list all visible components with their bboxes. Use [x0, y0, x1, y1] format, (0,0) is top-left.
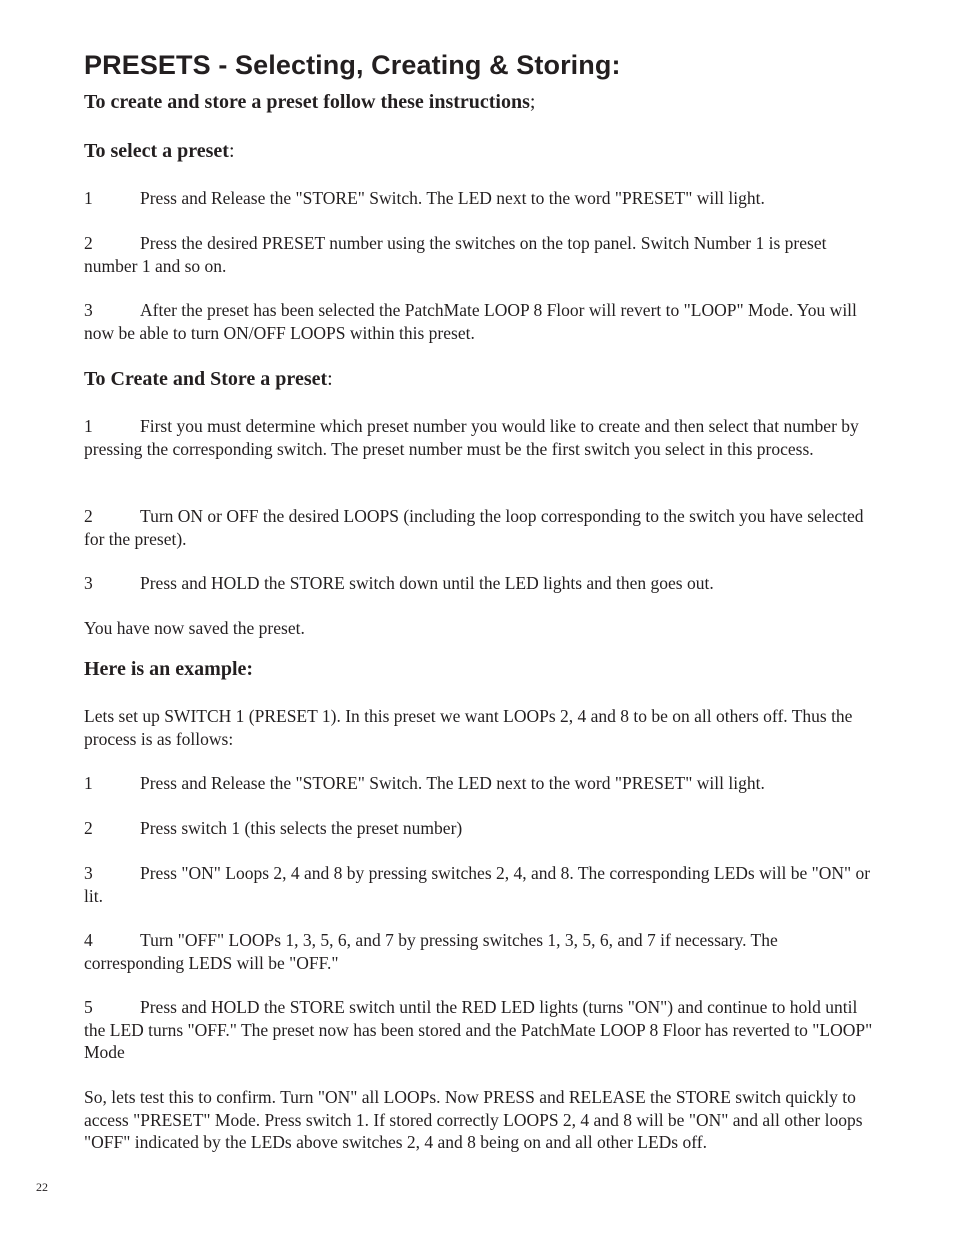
step-text: Press and HOLD the STORE switch down until the LED lights and then goes out. [140, 573, 714, 593]
step-number: 3 [84, 300, 93, 320]
example-heading: Here is an example: [84, 658, 254, 680]
step-number: 4 [84, 930, 93, 950]
step-text: First you must determine which preset number you would like to create and then select that number by pressing the corresponding switch. The preset number must be the first switch you select in this process. [84, 416, 859, 459]
create-heading-suffix: : [327, 368, 333, 390]
example-closing: So, lets test this to confirm. Turn "ON" all LOOPs. Now PRESS and RELEASE the STORE switch quickly to access "PRESET" Mode. Press switch 1. If stored correctly LOOPS 2, 4 and 8 will be "ON" and all other loops "OFF" indicated by the LEDs above switches 2, 4 and 8 being on and all other LEDs off. [84, 1087, 863, 1153]
step-number: 1 [84, 773, 93, 793]
create-heading [84, 368, 333, 391]
select-step [84, 232, 874, 277]
select-heading-text: To select a preset [84, 140, 229, 162]
example-step [84, 862, 874, 907]
step-number: 2 [84, 506, 93, 526]
select-heading-suffix: : [228, 140, 235, 162]
step-text: Press the desired PRESET number using the switches on the top panel. Switch Number 1 is preset number 1 and so on. [84, 233, 827, 276]
page-title: PRESETS - Selecting, Creating & Storing: [84, 50, 621, 80]
create-heading-text: To Create and Store a preset [84, 368, 328, 390]
step-text: Press switch 1 (this selects the preset number) [140, 818, 463, 838]
step-text: Press and Release the "STORE" Switch. The LED next to the word "PRESET" will light. [140, 773, 765, 793]
page-number: 22 [36, 1180, 48, 1194]
step-text: Press and HOLD the STORE switch until the RED LED lights (turns "ON") and continue to hold until the LED turns "OFF." The preset now has been stored and the PatchMate LOOP 8 Floor has reverted to "LOOP" Mode [84, 997, 873, 1063]
step-number: 3 [84, 863, 93, 883]
select-step [84, 299, 874, 344]
step-text: Turn ON or OFF the desired LOOPS (including the loop corresponding to the switch you have selected for the preset). [84, 506, 864, 549]
step-text: Press and Release the "STORE" Switch. The LED next to the word "PRESET" will light. [140, 188, 765, 208]
example-step [84, 772, 874, 795]
step-text: Turn "OFF" LOOPs 1, 3, 5, 6, and 7 by pressing switches 1, 3, 5, 6, and 7 if necessary. The corresponding LEDS will be "OFF." [84, 930, 778, 973]
select-heading [84, 140, 235, 163]
step-number: 5 [84, 997, 93, 1017]
example-step [84, 929, 874, 974]
select-step [84, 187, 874, 210]
step-text: After the preset has been selected the PatchMate LOOP 8 Floor will revert to "LOOP" Mode. You will now be able to turn ON/OFF LOOPS within this preset. [84, 300, 857, 343]
example-step [84, 817, 874, 840]
step-number: 1 [84, 188, 93, 208]
create-step [84, 572, 874, 595]
step-number: 2 [84, 233, 93, 253]
step-number: 3 [84, 573, 93, 593]
create-step [84, 505, 874, 550]
step-number: 1 [84, 416, 93, 436]
create-step [84, 415, 874, 460]
example-step [84, 996, 874, 1064]
intro-suffix: ; [529, 91, 536, 113]
intro-text: To create and store a preset follow these instructions [84, 91, 530, 113]
step-number: 2 [84, 818, 93, 838]
intro-heading [84, 91, 535, 114]
step-text: Press "ON" Loops 2, 4 and 8 by pressing switches 2, 4, and 8. The corresponding LEDs will be "ON" or lit. [84, 863, 871, 906]
example-lead: Lets set up SWITCH 1 (PRESET 1). In this preset we want LOOPs 2, 4 and 8 to be on all others off. Thus the process is as follows: [84, 706, 853, 749]
saved-note: You have now saved the preset. [84, 618, 305, 638]
